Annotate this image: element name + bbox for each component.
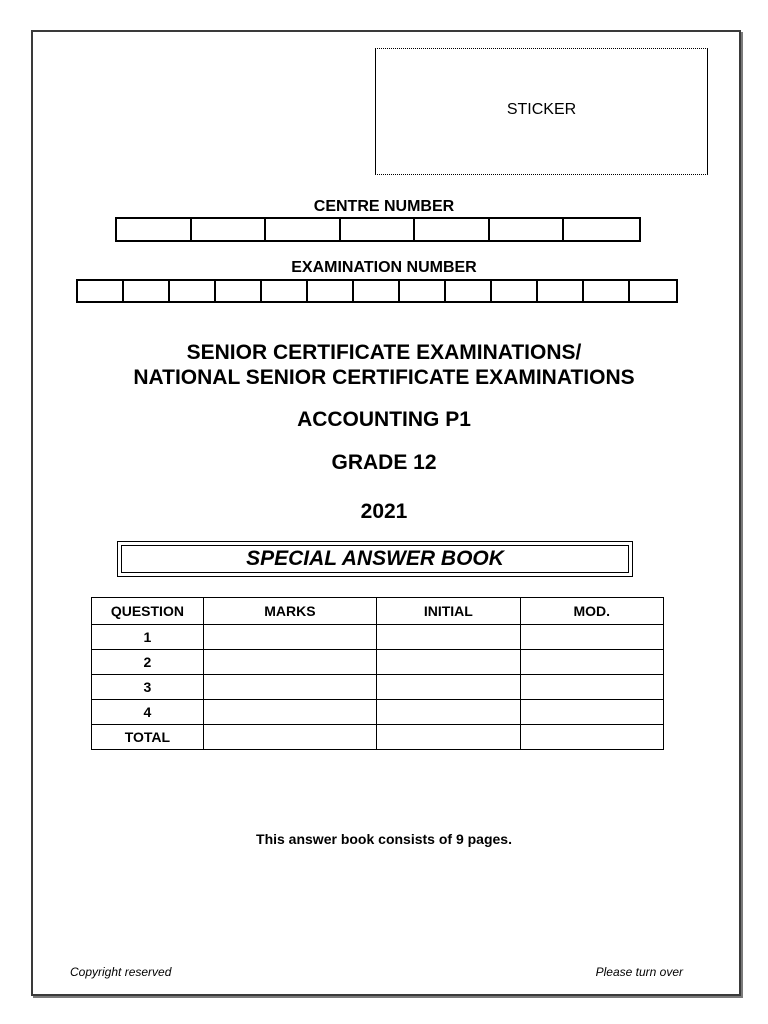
mod-cell[interactable] [520,725,663,750]
answer-book-label: SPECIAL ANSWER BOOK [121,545,629,573]
initial-cell[interactable] [377,700,520,725]
header-initial: INITIAL [377,598,520,625]
sticker-box [375,48,708,175]
centre-number-digit[interactable] [117,219,192,240]
examination-number-digit[interactable] [446,281,492,301]
examination-number-digit[interactable] [492,281,538,301]
copyright-footer: Copyright reserved [70,965,172,979]
mod-cell[interactable] [520,625,663,650]
header-marks: MARKS [203,598,376,625]
examination-number-digit[interactable] [630,281,676,301]
table-row [92,700,664,725]
examination-number-digit[interactable] [216,281,262,301]
centre-number-digit[interactable] [564,219,639,240]
table-row-total [92,725,664,750]
mod-cell[interactable] [520,675,663,700]
question-cell: 3 [92,675,204,700]
mod-cell[interactable] [520,700,663,725]
page-count-note: This answer book consists of 9 pages. [256,831,512,847]
marks-cell[interactable] [203,675,376,700]
table-row [92,625,664,650]
centre-number-field[interactable] [115,217,641,242]
exam-title-line-1: SENIOR CERTIFICATE EXAMINATIONS/ [186,341,582,364]
examination-number-digit[interactable] [262,281,308,301]
marks-cell[interactable] [203,650,376,675]
centre-number-digit[interactable] [192,219,267,240]
initial-cell[interactable] [377,725,520,750]
table-row [92,650,664,675]
mod-cell[interactable] [520,650,663,675]
examination-number-digit[interactable] [584,281,630,301]
sticker-label: STICKER [506,100,577,118]
answer-book-banner [117,541,633,577]
centre-number-label: CENTRE NUMBER [313,198,455,215]
examination-number-field[interactable] [76,279,678,303]
question-cell: 1 [92,625,204,650]
table-header-row [92,598,664,625]
grade-title: GRADE 12 [331,451,437,474]
year-title: 2021 [360,500,408,523]
question-cell: 2 [92,650,204,675]
marks-table [91,597,664,750]
examination-number-digit[interactable] [400,281,446,301]
examination-number-digit[interactable] [78,281,124,301]
centre-number-digit[interactable] [415,219,490,240]
table-row [92,675,664,700]
initial-cell[interactable] [377,625,520,650]
examination-number-label: EXAMINATION NUMBER [291,259,477,276]
initial-cell[interactable] [377,650,520,675]
turn-over-footer: Please turn over [595,965,683,979]
centre-number-digit[interactable] [266,219,341,240]
centre-number-digit[interactable] [341,219,416,240]
marks-cell[interactable] [203,725,376,750]
examination-number-digit[interactable] [308,281,354,301]
header-mod: MOD. [520,598,663,625]
question-cell: TOTAL [92,725,204,750]
marks-cell[interactable] [203,625,376,650]
header-question: QUESTION [92,598,204,625]
examination-number-digit[interactable] [538,281,584,301]
question-cell: 4 [92,700,204,725]
centre-number-digit[interactable] [490,219,565,240]
subject-title: ACCOUNTING P1 [297,408,471,431]
marks-cell[interactable] [203,700,376,725]
examination-number-digit[interactable] [124,281,170,301]
examination-number-digit[interactable] [354,281,400,301]
initial-cell[interactable] [377,675,520,700]
exam-title-line-2: NATIONAL SENIOR CERTIFICATE EXAMINATIONS [133,366,635,389]
examination-number-digit[interactable] [170,281,216,301]
